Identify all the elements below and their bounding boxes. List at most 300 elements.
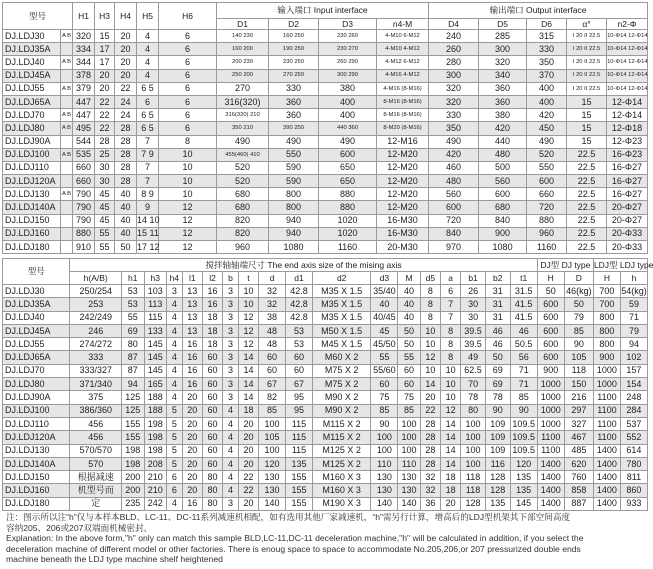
value-cell: 60 xyxy=(202,417,222,430)
value-cell: 18 xyxy=(441,471,461,484)
value-cell: 80 xyxy=(202,497,222,510)
value-cell: 15 11 xyxy=(137,227,159,240)
value-cell: 133 xyxy=(144,324,166,337)
value-cell: M35 X 1.5 xyxy=(312,311,370,324)
value-cell: 85 xyxy=(398,404,420,417)
value-cell: 188 xyxy=(144,404,166,417)
col-header: b xyxy=(223,272,239,285)
value-cell: 140 xyxy=(398,497,420,510)
value-cell: 113 xyxy=(144,298,166,311)
value-cell: 400 xyxy=(319,109,377,122)
note-en-line-3: machine beneath the LDJ type machine shelf heightened xyxy=(6,554,223,565)
value-cell: 135 xyxy=(485,497,510,510)
value-cell: 28 xyxy=(115,135,137,148)
value-cell: 8 9 xyxy=(137,188,159,201)
value-cell: 82 xyxy=(259,391,286,404)
col-header: l2 xyxy=(202,272,222,285)
value-cell: 350 xyxy=(429,122,479,135)
value-cell: 4 xyxy=(166,298,182,311)
value-cell: 1080 xyxy=(479,241,527,254)
value-cell: 380 xyxy=(479,109,527,122)
model-cell: DJ.LDJ35A xyxy=(3,298,70,311)
value-cell: 420 xyxy=(527,109,567,122)
table-row xyxy=(3,444,648,457)
value-cell: 28 xyxy=(420,444,440,457)
model-cell: DJ.LDJ35A xyxy=(3,43,61,56)
value-cell: 13 xyxy=(182,311,202,324)
table-row xyxy=(3,43,648,56)
value-cell: 125 xyxy=(122,404,144,417)
value-cell: 80 xyxy=(202,471,222,484)
table-row xyxy=(3,135,648,148)
value-cell: 10-Φ14 12-Φ14 xyxy=(607,30,648,43)
value-cell: 31 xyxy=(485,311,510,324)
value-cell: 125 xyxy=(122,391,144,404)
value-cell: 6 xyxy=(159,43,217,56)
value-cell: 297 xyxy=(564,404,593,417)
table-row xyxy=(3,431,648,444)
model-header: 型号 xyxy=(3,259,70,285)
value-cell: 109 xyxy=(485,444,510,457)
value-cell: 40 xyxy=(398,298,420,311)
value-cell: 12 xyxy=(159,214,217,227)
value-cell: 800 xyxy=(593,324,620,337)
value-cell: 135 xyxy=(510,484,537,497)
value-cell: 12-Φ14 xyxy=(607,95,648,108)
value-cell: 4 xyxy=(137,56,159,69)
dj-type-header: DJ型 DJ type xyxy=(537,259,593,272)
value-cell: 284 xyxy=(620,404,647,417)
value-cell: 155 xyxy=(286,471,313,484)
value-cell: 1000 xyxy=(537,391,564,404)
value-cell: 120 xyxy=(510,457,537,470)
value-cell: 500 xyxy=(479,161,527,174)
value-cell: 10 xyxy=(441,391,461,404)
table-row xyxy=(3,351,648,364)
value-cell: 320 xyxy=(429,82,479,95)
variant-cell: A B xyxy=(61,56,73,69)
value-cell: 6 xyxy=(159,30,217,43)
value-cell: 55 xyxy=(95,227,115,240)
value-cell: 26 xyxy=(461,285,486,298)
value-cell: 67 xyxy=(259,378,286,391)
value-cell: 87 xyxy=(122,364,144,377)
value-cell: 145 xyxy=(510,497,537,510)
col-header: d3 xyxy=(371,272,398,285)
value-cell: 7 xyxy=(441,298,461,311)
value-cell: 680 xyxy=(217,201,269,214)
model-cell: DJ.LDJ80 xyxy=(3,378,70,391)
value-cell: 14 xyxy=(420,378,440,391)
value-cell: 4 xyxy=(223,404,239,417)
value-cell: 12 xyxy=(238,338,258,351)
col-header: t xyxy=(238,272,258,285)
value-cell: 100 xyxy=(371,431,398,444)
value-cell: 32 xyxy=(420,484,440,497)
table-row xyxy=(3,457,648,470)
value-cell: 22 xyxy=(95,95,115,108)
value-cell: 590 xyxy=(269,175,319,188)
model-header: 型号 xyxy=(3,3,73,30)
table-row xyxy=(3,364,648,377)
value-cell: 22.5 xyxy=(567,188,607,201)
value-cell: 42.8 xyxy=(286,311,313,324)
value-cell: 4 xyxy=(166,324,182,337)
value-cell: 60 xyxy=(202,391,222,404)
model-cell: DJ.LDJ100 xyxy=(3,404,70,417)
value-cell: 600 xyxy=(537,298,564,311)
value-cell: 102 xyxy=(620,351,647,364)
model-cell: DJ.LDJ120A xyxy=(3,431,70,444)
col-header: D6 xyxy=(527,19,567,30)
value-cell: 50 xyxy=(537,285,564,298)
value-cell: 67 xyxy=(286,378,313,391)
value-cell: 520 xyxy=(217,175,269,188)
value-cell: 32 xyxy=(420,471,440,484)
value-cell: 880 xyxy=(319,188,377,201)
value-cell: 70 xyxy=(461,378,486,391)
value-cell: 360 xyxy=(269,109,319,122)
model-cell: DJ.LDJ120A xyxy=(3,175,61,188)
value-cell: 378 xyxy=(73,69,95,82)
model-cell: DJ.LDJ110 xyxy=(3,417,70,430)
table-row xyxy=(3,311,648,324)
value-cell: 447 xyxy=(73,109,95,122)
value-cell: 17 xyxy=(95,56,115,69)
value-cell: 12 xyxy=(238,324,258,337)
value-cell: 100 xyxy=(398,444,420,457)
table-row xyxy=(3,30,648,43)
value-cell: 155 xyxy=(286,484,313,497)
value-cell: I 20 II 22.5 xyxy=(567,30,607,43)
value-cell: 10 xyxy=(159,148,217,161)
value-cell: 485 xyxy=(564,444,593,457)
value-cell: 36 xyxy=(420,497,440,510)
variant-cell: A B xyxy=(61,82,73,95)
value-cell: 22 xyxy=(238,471,258,484)
model-cell: DJ.LDJ30 xyxy=(3,30,61,43)
value-cell: 350 xyxy=(527,56,567,69)
value-cell: 4 xyxy=(166,351,182,364)
value-cell: 20 xyxy=(182,471,202,484)
value-cell: 970 xyxy=(429,241,479,254)
value-cell: 8 xyxy=(420,285,440,298)
value-cell: 1400 xyxy=(537,497,564,510)
value-cell: 115 xyxy=(144,311,166,324)
table-row xyxy=(3,484,648,497)
model-cell: DJ.LDJ45A xyxy=(3,324,70,337)
value-cell: 100 xyxy=(259,444,286,457)
value-cell: 55 xyxy=(371,351,398,364)
value-cell: 520 xyxy=(527,148,567,161)
value-cell: 780 xyxy=(620,457,647,470)
value-cell: 900 xyxy=(537,364,564,377)
col-header: n4-M xyxy=(377,19,429,30)
value-cell: 360 xyxy=(479,82,527,95)
value-cell: 520 xyxy=(217,161,269,174)
value-cell: 20 xyxy=(441,497,461,510)
value-cell: 10-Φ14 12-Φ14 xyxy=(607,56,648,69)
value-cell: 880 xyxy=(527,214,567,227)
value-cell: 600 xyxy=(537,338,564,351)
value-cell: 18 xyxy=(441,484,461,497)
variant-cell xyxy=(61,43,73,56)
value-cell: 22 xyxy=(95,122,115,135)
value-cell: 75 xyxy=(371,391,398,404)
variant-cell: A B xyxy=(61,30,73,43)
value-cell: 190 250 xyxy=(269,43,319,56)
value-cell: 17 12 xyxy=(137,241,159,254)
value-cell: 315 xyxy=(527,30,567,43)
value-cell: 128 xyxy=(485,471,510,484)
value-cell: 270 xyxy=(217,82,269,95)
value-cell: 22.5 xyxy=(567,214,607,227)
value-cell: 330 xyxy=(527,43,567,56)
value-cell: 720 xyxy=(429,214,479,227)
value-cell: 15 xyxy=(567,122,607,135)
value-cell: 16-Φ27 xyxy=(607,175,648,188)
value-cell: 6 xyxy=(166,484,182,497)
value-cell: 103 xyxy=(144,285,166,298)
value-cell: 456 xyxy=(70,431,122,444)
value-cell: 12 xyxy=(159,241,217,254)
interface-table xyxy=(2,2,648,254)
value-cell: 45/50 xyxy=(371,338,398,351)
value-cell: 1100 xyxy=(537,431,564,444)
table-row xyxy=(3,227,648,240)
value-cell: 55 xyxy=(398,351,420,364)
value-cell: 85 xyxy=(371,404,398,417)
model-cell: DJ.LDJ40 xyxy=(3,311,70,324)
value-cell: 210 xyxy=(144,484,166,497)
value-cell: 20 xyxy=(182,404,202,417)
value-cell: 3 xyxy=(223,391,239,404)
value-cell: 6 5 xyxy=(137,109,159,122)
variant-cell xyxy=(61,69,73,82)
value-cell: 14 xyxy=(441,431,461,444)
value-cell: 198 xyxy=(144,417,166,430)
value-cell: 600 xyxy=(527,175,567,188)
value-cell: 370 xyxy=(527,69,567,82)
value-cell: 360 xyxy=(269,95,319,108)
value-cell: 59 xyxy=(620,298,647,311)
value-cell: 420 xyxy=(429,148,479,161)
value-cell: 40 xyxy=(115,214,137,227)
value-cell: 130 xyxy=(398,471,420,484)
value-cell: 60 xyxy=(259,364,286,377)
value-cell: 28 xyxy=(95,135,115,148)
value-cell: 154 xyxy=(620,378,647,391)
value-cell: 230 270 xyxy=(319,43,377,56)
value-cell: 20 xyxy=(95,69,115,82)
value-cell: 35/40 xyxy=(371,285,398,298)
value-cell: 3 xyxy=(223,324,239,337)
value-cell: 320 xyxy=(73,30,95,43)
value-cell: 1400 xyxy=(593,497,620,510)
value-cell: 10 xyxy=(441,378,461,391)
value-cell: 1000 xyxy=(593,378,620,391)
value-cell: 20 xyxy=(95,82,115,95)
value-cell: 1100 xyxy=(593,417,620,430)
value-cell: 858 xyxy=(564,484,593,497)
value-cell: 100 xyxy=(461,431,486,444)
value-cell: 16 xyxy=(202,285,222,298)
value-cell: 660 xyxy=(527,188,567,201)
value-cell: 定 xyxy=(70,497,122,510)
value-cell: 4 xyxy=(166,311,182,324)
value-cell: 10 xyxy=(159,161,217,174)
col-header: h4 xyxy=(166,272,182,285)
col-header: h3 xyxy=(144,272,166,285)
value-cell: 20 xyxy=(115,43,137,56)
value-cell: 490 xyxy=(269,135,319,148)
value-cell: 40 xyxy=(398,285,420,298)
value-cell: 32 xyxy=(259,298,286,311)
value-cell: 85 xyxy=(564,324,593,337)
value-cell: 10-Φ14 12-Φ14 xyxy=(607,43,648,56)
value-cell: 20 xyxy=(238,497,258,510)
value-cell: 460 xyxy=(429,161,479,174)
value-cell: 4 xyxy=(223,471,239,484)
value-cell: 4 xyxy=(223,484,239,497)
value-cell: 7 9 xyxy=(137,148,159,161)
value-cell: 455(460) 410 xyxy=(217,148,269,161)
value-cell: 12-M20 xyxy=(377,188,429,201)
value-cell: 40 xyxy=(398,311,420,324)
value-cell: 590 xyxy=(269,161,319,174)
value-cell: 700 xyxy=(593,298,620,311)
table-row xyxy=(3,241,648,254)
value-cell: 60 xyxy=(259,351,286,364)
value-cell: 30 xyxy=(461,311,486,324)
table-row xyxy=(3,298,648,311)
value-cell: 490 xyxy=(429,135,479,148)
value-cell: 340 xyxy=(479,69,527,82)
table-row xyxy=(3,175,648,188)
value-cell: 270 250 xyxy=(269,69,319,82)
output-interface-header: 输出端口 Output interface xyxy=(429,3,648,19)
value-cell: 10 xyxy=(159,188,217,201)
value-cell: 14 xyxy=(238,364,258,377)
model-cell: DJ.LDJ130 xyxy=(3,444,70,457)
value-cell: 1000 xyxy=(537,417,564,430)
value-cell: 570 xyxy=(70,457,122,470)
value-cell: 8 xyxy=(441,324,461,337)
value-cell: 12 xyxy=(420,351,440,364)
value-cell: 800 xyxy=(593,311,620,324)
value-cell: 109.5 xyxy=(510,431,537,444)
value-cell: 1400 xyxy=(537,457,564,470)
value-cell: M35 X 1.5 xyxy=(312,285,370,298)
value-cell: 550 xyxy=(527,161,567,174)
value-cell: 95 xyxy=(286,404,313,417)
value-cell: 155 xyxy=(122,417,144,430)
value-cell: 20 xyxy=(238,457,258,470)
value-cell: 242 xyxy=(144,497,166,510)
value-cell: 720 xyxy=(527,201,567,214)
value-cell: 155 xyxy=(122,431,144,444)
value-cell: 16-Φ27 xyxy=(607,161,648,174)
value-cell: 790 xyxy=(73,188,95,201)
value-cell: 700 xyxy=(593,285,620,298)
col-header: H3 xyxy=(95,3,115,30)
value-cell: 14 xyxy=(238,378,258,391)
value-cell: 887 xyxy=(564,497,593,510)
value-cell: 4 xyxy=(223,431,239,444)
value-cell: 45 xyxy=(371,324,398,337)
value-cell: 20 xyxy=(182,457,202,470)
note-cn-line-2: 容纳205、206或207双端面机械密封。 xyxy=(6,522,153,533)
value-cell: 71 xyxy=(620,311,647,324)
col-header: D1 xyxy=(217,19,269,30)
value-cell: 48 xyxy=(259,324,286,337)
value-cell: 900 xyxy=(593,351,620,364)
value-cell: 4-M10 4-M12 xyxy=(377,43,429,56)
value-cell: 10 xyxy=(420,324,440,337)
value-cell: 41.5 xyxy=(510,298,537,311)
value-cell: 130 xyxy=(398,484,420,497)
value-cell: 10-Φ14 12-Φ14 xyxy=(607,69,648,82)
value-cell: 12-M20 xyxy=(377,201,429,214)
value-cell: 20 xyxy=(182,484,202,497)
value-cell: 200 230 xyxy=(217,56,269,69)
value-cell: 560 xyxy=(429,188,479,201)
table-row xyxy=(3,378,648,391)
value-cell: 12 xyxy=(159,227,217,240)
value-cell: 30 xyxy=(95,161,115,174)
value-cell: 1020 xyxy=(319,227,377,240)
value-cell: 840 xyxy=(429,227,479,240)
value-cell: 450 xyxy=(527,122,567,135)
value-cell: 1400 xyxy=(593,484,620,497)
value-cell: 490 xyxy=(217,135,269,148)
value-cell: 28 xyxy=(115,122,137,135)
value-cell: 420 xyxy=(479,122,527,135)
value-cell: 60 xyxy=(286,351,313,364)
value-cell: 840 xyxy=(479,214,527,227)
value-cell: 60 xyxy=(286,364,313,377)
value-cell: 87 xyxy=(122,351,144,364)
col-header: h xyxy=(620,272,647,285)
value-cell: 4 xyxy=(166,338,182,351)
model-cell: DJ.LDJ80 xyxy=(3,122,61,135)
value-cell: 800 xyxy=(269,201,319,214)
value-cell: M115 X 2 xyxy=(312,431,370,444)
col-header: D xyxy=(564,272,593,285)
value-cell: I 20 II 22.5 xyxy=(567,43,607,56)
variant-cell xyxy=(61,214,73,227)
value-cell: 760 xyxy=(564,471,593,484)
value-cell: 188 xyxy=(144,391,166,404)
value-cell: 8 xyxy=(159,135,217,148)
value-cell: 22.5 xyxy=(567,175,607,188)
value-cell: 20 xyxy=(182,417,202,430)
value-cell: 3 xyxy=(223,351,239,364)
value-cell: 9 xyxy=(137,201,159,214)
value-cell: 60 xyxy=(202,351,222,364)
value-cell: 25 xyxy=(95,148,115,161)
value-cell: 330 xyxy=(429,109,479,122)
value-cell: 79 xyxy=(620,324,647,337)
value-cell: 800 xyxy=(593,338,620,351)
value-cell: 120 xyxy=(259,457,286,470)
value-cell: 42.8 xyxy=(286,285,313,298)
table-row xyxy=(3,285,648,298)
value-cell: 40 xyxy=(115,227,137,240)
value-cell: 100 xyxy=(461,417,486,430)
model-cell: DJ.LDJ90A xyxy=(3,135,61,148)
variant-cell xyxy=(61,161,73,174)
